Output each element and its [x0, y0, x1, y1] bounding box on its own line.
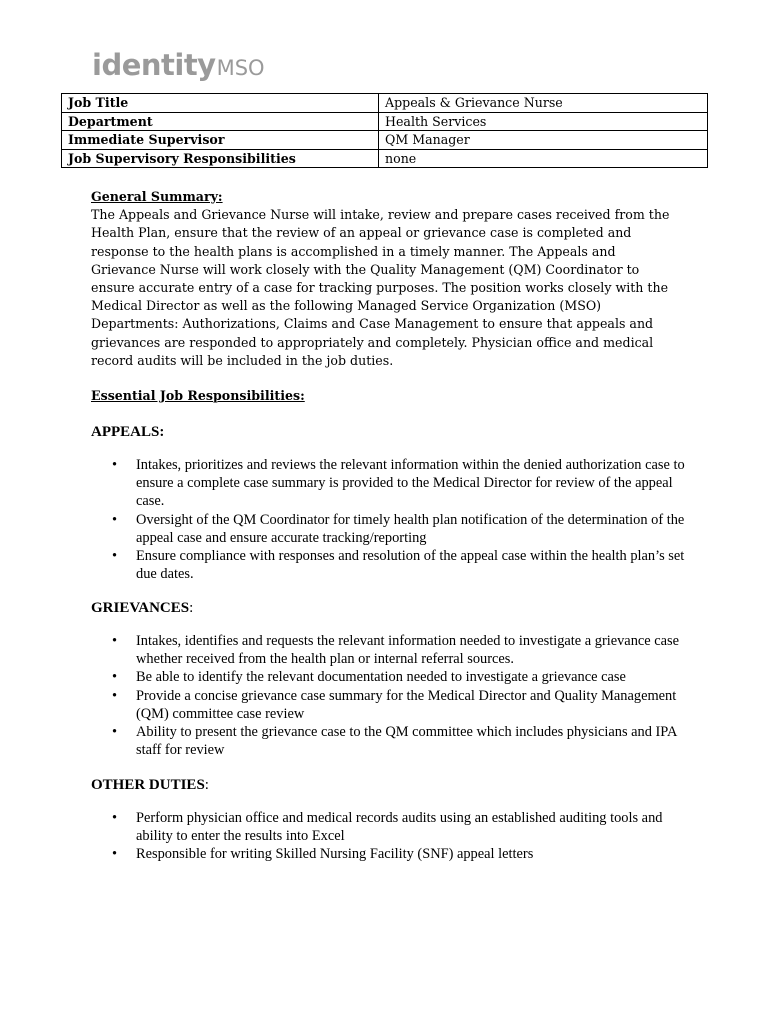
list-item-text: Be able to identify the relevant documentation needed to investigate a grievance case — [136, 669, 626, 686]
supervisory-resp-label: Job Supervisory Responsibilities — [62, 149, 379, 168]
bullet-icon: • — [112, 511, 118, 528]
other-duties-heading — [91, 777, 209, 794]
logo-suffix: MSO — [216, 56, 265, 80]
list-item — [112, 845, 692, 863]
list-item-text: Responsible for writing Skilled Nursing Facility (SNF) appeal letters — [136, 846, 534, 863]
job-title-label: Job Title — [62, 94, 379, 113]
supervisor-label: Immediate Supervisor — [62, 131, 379, 150]
bullet-icon: • — [112, 633, 118, 649]
job-title-value: Appeals & Grievance Nurse — [379, 94, 708, 113]
list-item — [112, 687, 692, 723]
general-summary — [91, 188, 681, 370]
job-info-table — [61, 93, 708, 168]
list-item-text: Intakes, identifies and requests the relevant information needed to investigate a grievance case whether received from the health plan or internal referral sources. — [136, 633, 680, 668]
appeals-list — [112, 456, 692, 583]
supervisor-value: QM Manager — [379, 131, 708, 150]
appeals-heading — [91, 424, 164, 441]
grievances-list — [112, 632, 692, 759]
table-row — [62, 149, 708, 168]
general-summary-heading: General Summary: — [91, 189, 223, 204]
appeals-colon: : — [159, 424, 165, 440]
department-label: Department — [62, 112, 379, 131]
list-item — [112, 456, 692, 511]
bullet-icon: • — [112, 687, 118, 704]
bullet-icon: • — [112, 548, 118, 565]
general-summary-body: The Appeals and Grievance Nurse will intake, review and prepare cases received from the Health Plan, ensure that the review of an appeal or grievance case is completed and response to the health plans is accomplished in a timely manner. The Appeals and Grievance Nurse will work closely with the Quality Management (QM) Coordinator to ensure accurate entry of a case for tracking purposes. The position works closely with the Medical Director as well as the following Managed Service Organization (MSO) Departments: Authorizations, Claims and Case Management to ensure that appeals and grievances are responded to appropriately and completely. Physician office and medical record audits will be included in the job duties. — [91, 207, 670, 368]
other-duties-list — [112, 809, 692, 864]
list-item-text: Ensure compliance with responses and resolution of the appeal case within the health plan’s set due dates. — [136, 548, 685, 583]
list-item-text: Perform physician office and medical records audits using an established auditing tools and ability to enter the results into Excel — [136, 810, 663, 845]
logo-wordmark: identity — [92, 48, 216, 82]
list-item-text: Provide a concise grievance case summary for the Medical Director and Quality Management (QM) committee case review — [136, 687, 677, 722]
grievances-title: GRIEVANCES — [91, 600, 190, 616]
bullet-icon: • — [112, 810, 118, 826]
list-item — [112, 632, 692, 668]
essential-responsibilities-heading: Essential Job Responsibilities: — [91, 388, 305, 403]
grievances-heading — [91, 600, 193, 617]
list-item — [112, 511, 692, 547]
table-row — [62, 112, 708, 131]
list-item — [112, 723, 692, 759]
list-item-text: Intakes, prioritizes and reviews the relevant information within the denied authorization case to ensure a complete case summary is provided to the Medical Director for review of the appeal case. — [136, 457, 685, 510]
list-item — [112, 809, 692, 845]
company-logo — [92, 48, 265, 82]
list-item-text: Ability to present the grievance case to the QM committee which includes physicians and IPA staff for review — [136, 724, 677, 759]
bullet-icon: • — [112, 457, 118, 473]
bullet-icon: • — [112, 846, 118, 863]
other-duties-colon: : — [204, 777, 209, 793]
appeals-title: APPEALS — [91, 424, 160, 440]
list-item-text: Oversight of the QM Coordinator for timely health plan notification of the determination of the appeal case and ensure accurate tracking/reporting — [136, 511, 685, 546]
table-row — [62, 131, 708, 150]
grievances-colon: : — [189, 600, 194, 616]
department-value: Health Services — [379, 112, 708, 131]
supervisory-resp-value: none — [379, 149, 708, 168]
list-item — [112, 668, 692, 686]
table-row — [62, 94, 708, 113]
other-duties-title: OTHER DUTIES — [91, 777, 205, 793]
list-item — [112, 547, 692, 583]
bullet-icon: • — [112, 669, 118, 686]
bullet-icon: • — [112, 724, 118, 741]
